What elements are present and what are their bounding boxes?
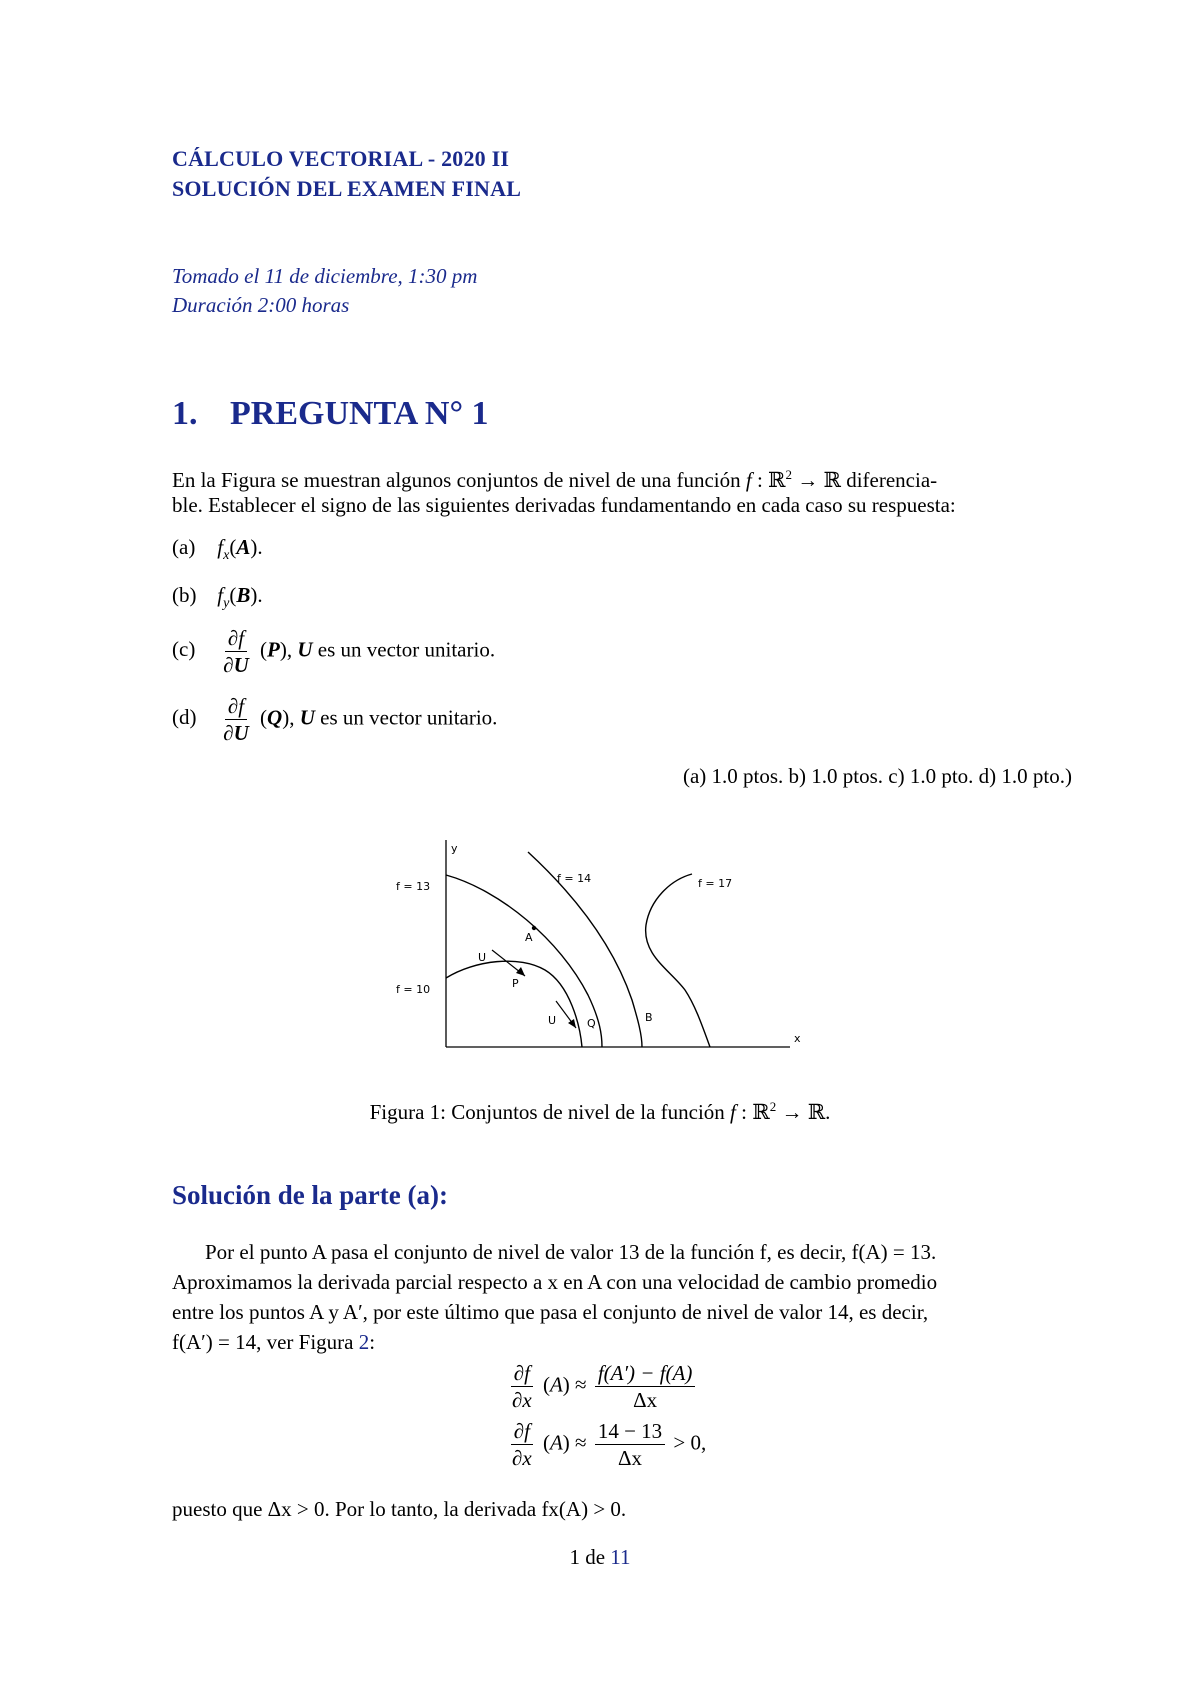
- caption-text: Figura 1: Conjuntos de nivel de la función: [369, 1100, 725, 1124]
- solution-line4-end: :: [369, 1330, 376, 1354]
- solution-line4-text: f(A′) = 14, ver Figura: [172, 1330, 354, 1354]
- arrow-head-icon: [516, 967, 525, 976]
- label-f17: f = 17: [698, 877, 733, 890]
- arrow-head-icon: [568, 1019, 576, 1028]
- eq2-numerator: 14 − 13: [595, 1418, 665, 1445]
- page-label: 1 de: [569, 1545, 606, 1569]
- eq1-denominator: Δx: [633, 1388, 658, 1412]
- solution-line1: Por el punto A pasa el conjunto de nivel de valor 13 de la función f, es decir, f(A) = 13.: [205, 1240, 937, 1264]
- item-a: (a) $f_x(A)$.: [172, 535, 263, 564]
- level-sets-figure: [380, 830, 840, 1060]
- intro-line2: ble. Establecer el signo de las siguientes derivadas fundamentando en cada caso su respuesta:: [172, 493, 956, 517]
- section-number: 1.: [172, 395, 198, 432]
- equation-1: $\frac{\partial f}{\partial x}$ (A) ≈ $\frac{f(A') - f(A)}{\Delta x}$: [506, 1360, 698, 1413]
- question-intro: En la Figura se muestran algunos conjuntos de nivel de una función f : ℝ$^2$ → ℝ diferencia-: [172, 467, 938, 492]
- section-heading: [172, 395, 489, 433]
- item-label: (c): [172, 637, 196, 662]
- item-c: (c) $\frac{\partial f}{\partial U}$ (P), U es un vector unitario.: [172, 626, 496, 677]
- intro-text-end: diferencia-: [846, 468, 938, 492]
- exam-duration: Duración 2:00 horas: [172, 293, 350, 317]
- page-number: [0, 1542, 1200, 1572]
- item-label: (b): [172, 583, 197, 607]
- label-y-axis: y: [451, 842, 458, 855]
- figure-caption: Figura 1: Conjuntos de nivel de la función f : ℝ$^2$ → ℝ.: [369, 1099, 831, 1124]
- solution-line2: Aproximamos la derivada parcial respecto a x en A con una velocidad de cambio promedio: [172, 1270, 938, 1294]
- figure-ref-link[interactable]: 2: [358, 1330, 370, 1354]
- course-title: CÁLCULO VECTORIAL - 2020 II: [172, 146, 510, 171]
- solution-heading: Solución de la parte (a):: [172, 1180, 448, 1210]
- eq2-denominator: Δx: [617, 1446, 642, 1470]
- label-f13: f = 13: [396, 880, 431, 893]
- solution-line4: [172, 1327, 1072, 1357]
- item-b: (b) $f_y(B)$.: [172, 583, 263, 612]
- total-pages-link[interactable]: 11: [610, 1545, 631, 1569]
- exam-date: Tomado el 11 de diciembre, 1:30 pm: [172, 264, 478, 288]
- label-u-p: U: [478, 951, 487, 964]
- intro-text: En la Figura se muestran algunos conjuntos de nivel de una función: [172, 468, 741, 492]
- level-curve-17: [646, 874, 710, 1047]
- solution-line3: entre los puntos A y A′, por este último que pasa el conjunto de nivel de valor 14, es decir,: [172, 1300, 929, 1324]
- label-q: Q: [587, 1017, 596, 1030]
- caption-end: .: [825, 1100, 831, 1124]
- section-title: PREGUNTA N° 1: [230, 395, 489, 432]
- item-label: (a): [172, 535, 196, 559]
- solution-conclusion: puesto que Δx > 0. Por lo tanto, la derivada fx(A) > 0.: [172, 1497, 627, 1521]
- label-f10: f = 10: [396, 983, 431, 996]
- label-b: B: [645, 1011, 653, 1024]
- item-d: (d) $\frac{\partial f}{\partial U}$ (Q), U es un vector unitario.: [172, 694, 498, 745]
- eq2-tail: > 0,: [673, 1430, 707, 1455]
- label-a: A: [525, 931, 533, 944]
- level-curve-13: [446, 875, 602, 1047]
- points-distribution: (a) 1.0 ptos. b) 1.0 ptos. c) 1.0 pto. d) 1.0 pto.): [682, 764, 1072, 788]
- item-label: (d): [172, 705, 197, 730]
- equation-2: $\frac{\partial f}{\partial x}$ (A) ≈ $\frac{14 - 13}{\Delta x}$ > 0,: [512, 1419, 707, 1470]
- label-u-q: U: [548, 1014, 557, 1027]
- eq1-numerator: f(A′) − f(A): [595, 1360, 696, 1387]
- label-f14: f = 14: [557, 872, 592, 885]
- label-x-axis: x: [794, 1032, 801, 1045]
- label-p: P: [512, 977, 519, 990]
- exam-title: SOLUCIÓN DEL EXAMEN FINAL: [172, 176, 522, 201]
- point-a: [532, 926, 536, 930]
- level-curve-10: [446, 961, 582, 1047]
